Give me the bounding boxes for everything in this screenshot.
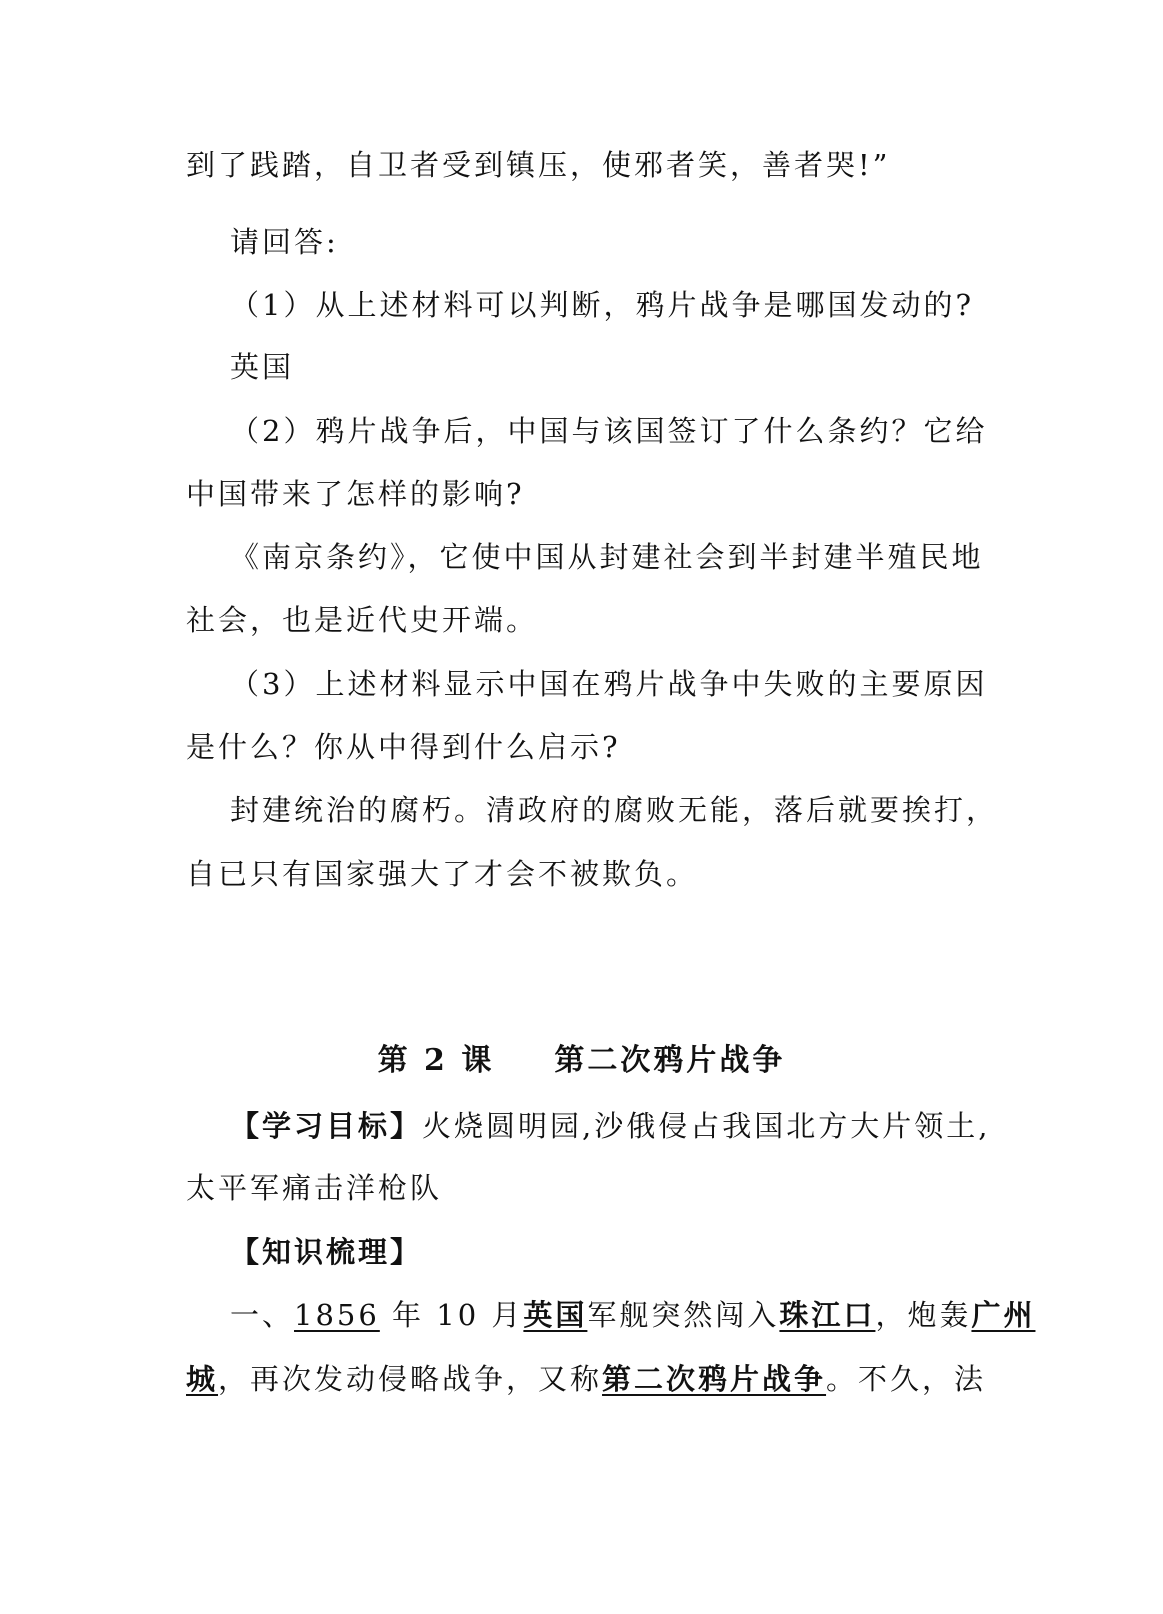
blank-place-1: 珠江口 — [779, 1298, 876, 1332]
section-1-text-1: 年 10 月 — [379, 1298, 524, 1332]
objectives-line-1 — [230, 1106, 1010, 1146]
blank-year: 1856 — [294, 1298, 380, 1332]
section-1-prefix: 一、 — [230, 1298, 295, 1332]
section-1-text-3: ，炮轰 — [875, 1298, 972, 1332]
answer-prompt: 请回答: — [230, 225, 339, 259]
question-3-line-1: （3）上述材料显示中国在鸦片战争中失败的主要原因 — [230, 667, 988, 701]
section-1-line-1 — [230, 1295, 1036, 1335]
objectives-line-2: 太平军痛击洋枪队 — [186, 1171, 443, 1205]
blank-war-name: 第二次鸦片战争 — [602, 1362, 827, 1396]
answer-1: 英国 — [230, 350, 295, 384]
section-1-line-2 — [186, 1359, 987, 1399]
answer-3-line-1: 封建统治的腐朽。清政府的腐败无能，落后就要挨打， — [230, 793, 999, 827]
blank-place-2a: 广州 — [971, 1298, 1036, 1332]
question-2-line-1: （2）鸦片战争后，中国与该国签订了什么条约？它给 — [230, 414, 988, 448]
answer-3-line-2: 自已只有国家强大了才会不被欺负。 — [186, 857, 699, 891]
section-1-text-2: 军舰突然闯入 — [587, 1298, 780, 1332]
lesson-name: 第二次鸦片战争 — [554, 1043, 786, 1078]
material-ending-line: 到了践踏，自卫者受到镇压，使邪者笑，善者哭!” — [186, 148, 891, 182]
lesson-title — [0, 1041, 1163, 1081]
question-2-line-2: 中国带来了怎样的影响? — [186, 477, 525, 511]
lesson-number: 第 2 课 — [377, 1043, 495, 1078]
objectives-label: 【学习目标】 — [230, 1109, 423, 1143]
question-3-line-2: 是什么？你从中得到什么启示? — [186, 730, 621, 764]
section-1-text-5: 。不久，法 — [826, 1362, 987, 1396]
blank-place-2b: 城 — [186, 1362, 219, 1396]
answer-2-line-1: 《南京条约》，它使中国从封建社会到半封建半殖民地 — [230, 540, 984, 574]
knowledge-label: 【知识梳理】 — [230, 1235, 423, 1269]
section-1-text-4: ，再次发动侵略战争，又称 — [218, 1362, 603, 1396]
objectives-text: 火烧圆明园,沙俄侵占我国北方大片领土, — [422, 1109, 991, 1143]
blank-country: 英国 — [523, 1298, 588, 1332]
answer-2-line-2: 社会，也是近代史开端。 — [186, 603, 539, 637]
question-1: （1）从上述材料可以判断，鸦片战争是哪国发动的? — [230, 288, 974, 322]
